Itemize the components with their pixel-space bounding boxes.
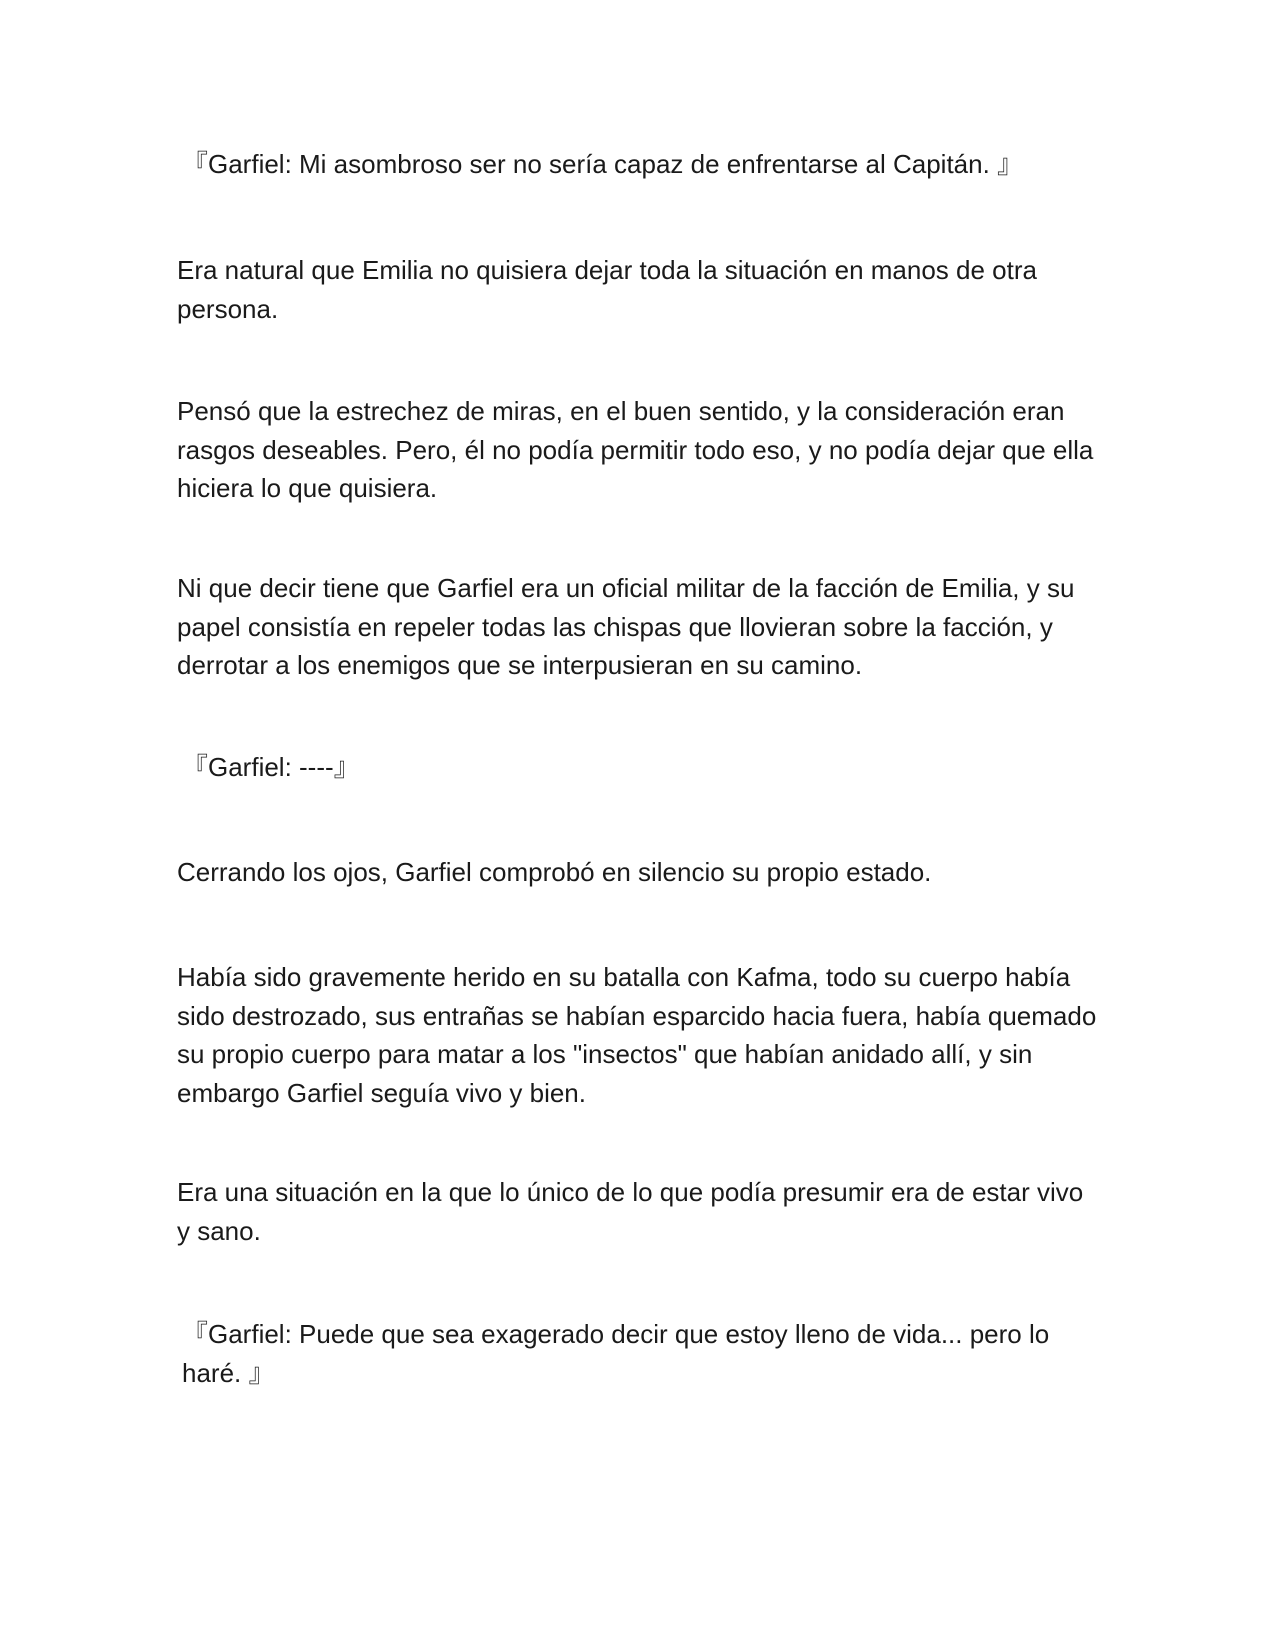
narration-paragraph: Había sido gravemente herido en su batalla con Kafma, todo su cuerpo había sido destrozado, sus entrañas se habían esparcido hacia fuera, había quemado su propio cuerpo para matar a los "insectos" que habían anidado allí, y sin embargo Garfiel seguía vivo y bien. (177, 962, 1097, 1108)
dialogue-paragraph: 『Garfiel: Puede que sea exagerado decir que estoy lleno de vida... pero lo haré. 』 (182, 1319, 1050, 1388)
narration-paragraph: Era natural que Emilia no quisiera dejar toda la situación en manos de otra persona. (177, 255, 1037, 324)
narration-paragraph: Ni que decir tiene que Garfiel era un oficial militar de la facción de Emilia, y su papel consistía en repeler todas las chispas que llovieran sobre la facción, y derrotar a los enemigos que se interpusieran en su camino. (177, 573, 1075, 680)
narration-paragraph: Era una situación en la que lo único de lo que podía presumir era de estar vivo y sano. (177, 1177, 1084, 1246)
narration-paragraph: Cerrando los ojos, Garfiel comprobó en silencio su propio estado. (177, 857, 932, 887)
dialogue-paragraph: 『Garfiel: ----』 (182, 752, 360, 782)
narration-paragraph: Pensó que la estrechez de miras, en el buen sentido, y la consideración eran rasgos deseables. Pero, él no podía permitir todo eso, y no podía dejar que ella hiciera lo que quisiera. (177, 396, 1094, 503)
dialogue-paragraph: 『Garfiel: Mi asombroso ser no sería capaz de enfrentarse al Capitán. 』 (182, 149, 1024, 179)
